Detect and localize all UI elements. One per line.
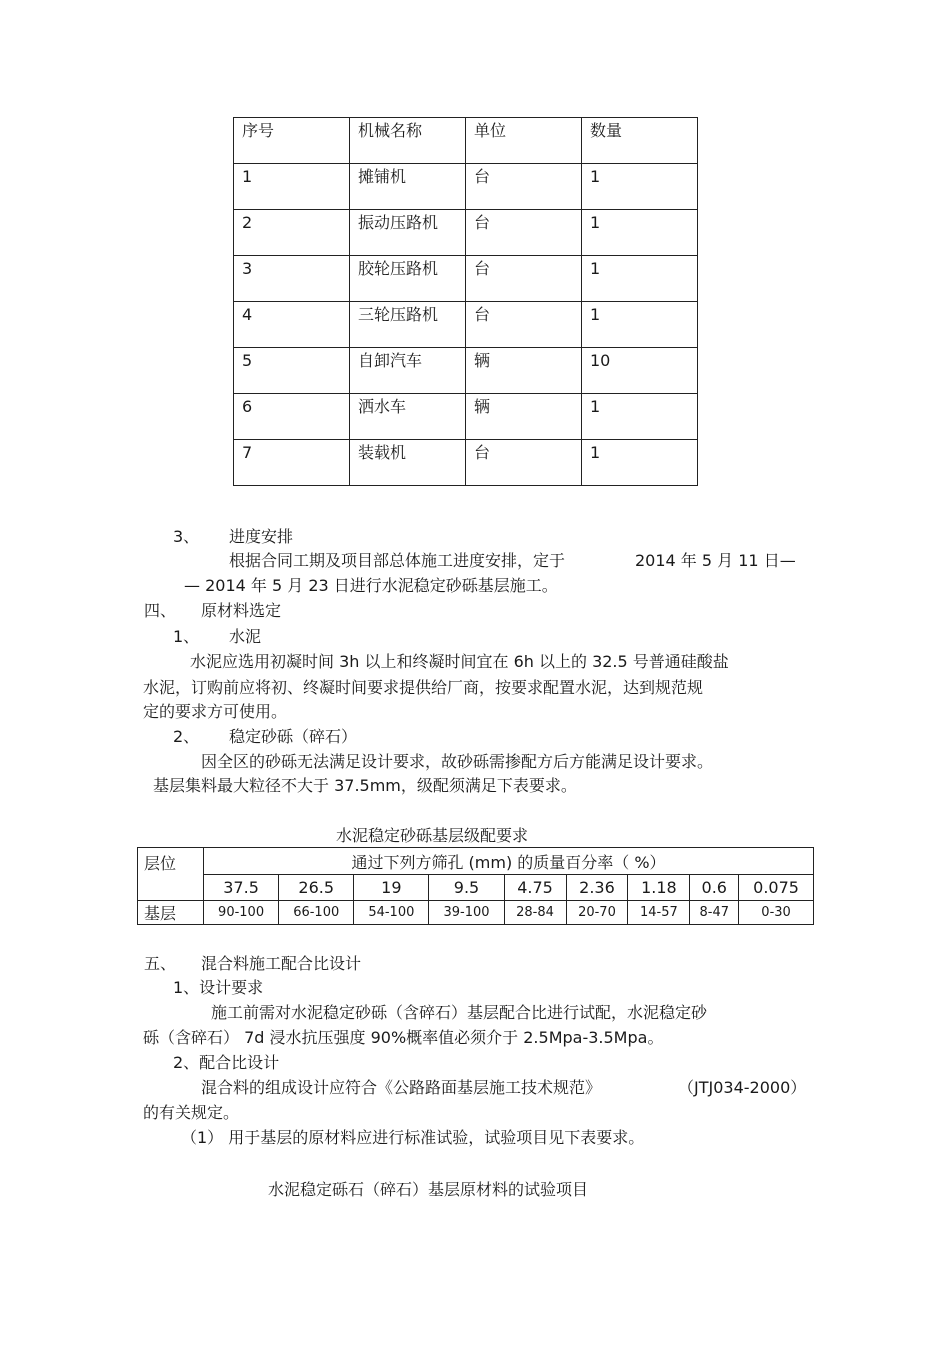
section-3-number: 3、 xyxy=(173,527,200,546)
machine-table-cell xyxy=(234,440,350,486)
cell-text: 6 xyxy=(242,397,253,416)
machine-table-cell xyxy=(466,394,582,440)
machine-table-cell xyxy=(466,440,582,486)
grading-row-label: 基层 xyxy=(138,901,204,925)
cell-text: 7 xyxy=(242,443,253,462)
machine-table-cell xyxy=(582,164,698,210)
machine-table-header-cell xyxy=(350,118,466,164)
passing-range-cell: 90-100 xyxy=(204,901,279,925)
section-5-2-para-line1-b: （JTJ034-2000） xyxy=(678,1078,807,1097)
cell-text: 洒水车 xyxy=(358,397,407,416)
cell-text: 辆 xyxy=(474,397,491,416)
machine-table-row xyxy=(234,302,698,348)
passing-range-cell: 66-100 xyxy=(279,901,354,925)
grading-table xyxy=(137,847,814,925)
machine-table-cell xyxy=(234,164,350,210)
passing-range-cell: 8-47 xyxy=(690,901,739,925)
section-5-2-para-line2: 的有关规定。 xyxy=(143,1103,240,1122)
section-4-1-para-line1: 水泥应选用初凝时间 3h 以上和终凝时间宜在 6h 以上的 32.5 号普通硅酸盐 xyxy=(190,652,729,671)
section-4-2-title: 稳定砂砾（碎石） xyxy=(229,727,358,746)
section-4-2-number: 2、 xyxy=(173,727,200,746)
cell-text: 三轮压路机 xyxy=(358,305,439,324)
machine-table-cell xyxy=(582,440,698,486)
machine-table-cell xyxy=(466,256,582,302)
sieve-size-cell: 1.18 xyxy=(628,875,690,901)
machine-table-cell xyxy=(234,256,350,302)
section-4-title: 原材料选定 xyxy=(201,601,282,620)
cell-text: 机械名称 xyxy=(358,121,423,140)
section-4-1-title: 水泥 xyxy=(229,627,262,646)
machine-table-row xyxy=(234,394,698,440)
section-5-1-para-line1: 施工前需对水泥稳定砂砾（含碎石）基层配合比进行试配，水泥稳定砂 xyxy=(211,1003,708,1022)
machine-table-cell xyxy=(466,348,582,394)
cell-text: 10 xyxy=(590,351,611,370)
cell-text: 振动压路机 xyxy=(358,213,439,232)
sieve-size-cell: 0.6 xyxy=(690,875,739,901)
machine-table-cell xyxy=(582,348,698,394)
section-5-number: 五、 xyxy=(144,954,177,973)
section-4-2-para-line2: 基层集料最大粒径不大于 37.5mm，级配须满足下表要求。 xyxy=(153,776,577,795)
section-4-2-para-line1: 因全区的砂砾无法满足设计要求，故砂砾需掺配方后方能满足设计要求。 xyxy=(201,752,714,771)
cell-text: 1 xyxy=(242,167,253,186)
passing-range-cell: 39-100 xyxy=(429,901,504,925)
section-4-1-number: 1、 xyxy=(173,627,200,646)
section-5-title: 混合料施工配合比设计 xyxy=(201,954,362,973)
machine-table-cell xyxy=(582,210,698,256)
machine-table-cell xyxy=(234,394,350,440)
cell-text: 单位 xyxy=(474,121,507,140)
machine-table-cell xyxy=(350,440,466,486)
cell-text: 1 xyxy=(590,443,601,462)
machine-table-cell xyxy=(350,164,466,210)
cell-text: 序号 xyxy=(242,121,275,140)
cell-text: 台 xyxy=(474,305,491,324)
sieve-size-cell: 4.75 xyxy=(504,875,566,901)
section-5-2-para-line1-a: 混合料的组成设计应符合《公路路面基层施工技术规范》 xyxy=(201,1078,602,1097)
cell-text: 台 xyxy=(474,443,491,462)
machine-table-header-row xyxy=(234,118,698,164)
grading-layer-header: 层位 xyxy=(138,848,204,901)
cell-text: 台 xyxy=(474,259,491,278)
sieve-size-cell: 0.075 xyxy=(739,875,814,901)
machine-table-row xyxy=(234,256,698,302)
section-4-1-para-line2: 水泥，订购前应将初、终凝时间要求提供给厂商，按要求配置水泥，达到规范规 xyxy=(143,678,704,697)
machine-table-row xyxy=(234,348,698,394)
sieve-size-cell: 26.5 xyxy=(279,875,354,901)
cell-text: 数量 xyxy=(590,121,623,140)
passing-range-cell: 54-100 xyxy=(354,901,429,925)
cell-text: 1 xyxy=(590,259,601,278)
cell-text: 自卸汽车 xyxy=(358,351,423,370)
cell-text: 4 xyxy=(242,305,253,324)
machine-table-cell xyxy=(234,210,350,256)
section-3-para-line1-a: 根据合同工期及项目部总体施工进度安排，定于 xyxy=(229,551,566,570)
machine-table-cell xyxy=(582,256,698,302)
sieve-size-cell: 19 xyxy=(354,875,429,901)
machine-table-row xyxy=(234,440,698,486)
passing-range-cell: 0-30 xyxy=(739,901,814,925)
machine-table-cell xyxy=(350,210,466,256)
section-4-1-para-line3: 定的要求方可使用。 xyxy=(143,702,288,721)
machine-table-cell xyxy=(466,302,582,348)
cell-text: 1 xyxy=(590,397,601,416)
section-3-para-line1-b: 2014 年 5 月 11 日— xyxy=(635,551,796,570)
sieve-size-cell: 2.36 xyxy=(566,875,628,901)
passing-range-cell: 28-84 xyxy=(504,901,566,925)
machine-table-cell xyxy=(466,164,582,210)
machine-table-row xyxy=(234,164,698,210)
passing-range-cell: 20-70 xyxy=(566,901,628,925)
cell-text: 辆 xyxy=(474,351,491,370)
section-5-1-para-line2: 砾（含碎石） 7d 浸水抗压强度 90%概率值必须介于 2.5Mpa-3.5Mpa。 xyxy=(143,1028,664,1047)
section-5-1-title: 1、设计要求 xyxy=(173,978,264,997)
machine-table xyxy=(233,117,698,486)
machine-table-cell xyxy=(466,210,582,256)
machine-table-cell xyxy=(582,302,698,348)
machine-table-header-cell xyxy=(582,118,698,164)
cell-text: 1 xyxy=(590,213,601,232)
cell-text: 1 xyxy=(590,305,601,324)
cell-text: 台 xyxy=(474,167,491,186)
test-items-table-caption: 水泥稳定砾石（碎石）基层原材料的试验项目 xyxy=(268,1180,589,1199)
machine-table-header-cell xyxy=(466,118,582,164)
cell-text: 胶轮压路机 xyxy=(358,259,439,278)
sieve-size-cell: 37.5 xyxy=(204,875,279,901)
machine-table-cell xyxy=(350,394,466,440)
section-4-number: 四、 xyxy=(144,601,177,620)
section-5-2-item-1: （1） 用于基层的原材料应进行标准试验，试验项目见下表要求。 xyxy=(181,1128,645,1147)
machine-table-cell xyxy=(350,348,466,394)
section-3-para-line2: — 2014 年 5 月 23 日进行水泥稳定砂砾基层施工。 xyxy=(184,576,558,595)
cell-text: 摊铺机 xyxy=(358,167,407,186)
cell-text: 2 xyxy=(242,213,253,232)
machine-table-cell xyxy=(350,256,466,302)
cell-text: 3 xyxy=(242,259,253,278)
machine-table-cell xyxy=(582,394,698,440)
cell-text: 装载机 xyxy=(358,443,407,462)
grading-sieve-header: 通过下列方筛孔 (mm) 的质量百分率（ %） xyxy=(204,848,814,875)
cell-text: 1 xyxy=(590,167,601,186)
machine-table-cell xyxy=(350,302,466,348)
machine-table-header-cell xyxy=(234,118,350,164)
machine-table-cell xyxy=(234,302,350,348)
sieve-size-cell: 9.5 xyxy=(429,875,504,901)
machine-table-row xyxy=(234,210,698,256)
section-3-title: 进度安排 xyxy=(229,527,294,546)
machine-table-cell xyxy=(234,348,350,394)
cell-text: 5 xyxy=(242,351,253,370)
grading-table-caption: 水泥稳定砂砾基层级配要求 xyxy=(336,826,529,845)
passing-range-cell: 14-57 xyxy=(628,901,690,925)
section-5-2-title: 2、配合比设计 xyxy=(173,1053,280,1072)
cell-text: 台 xyxy=(474,213,491,232)
